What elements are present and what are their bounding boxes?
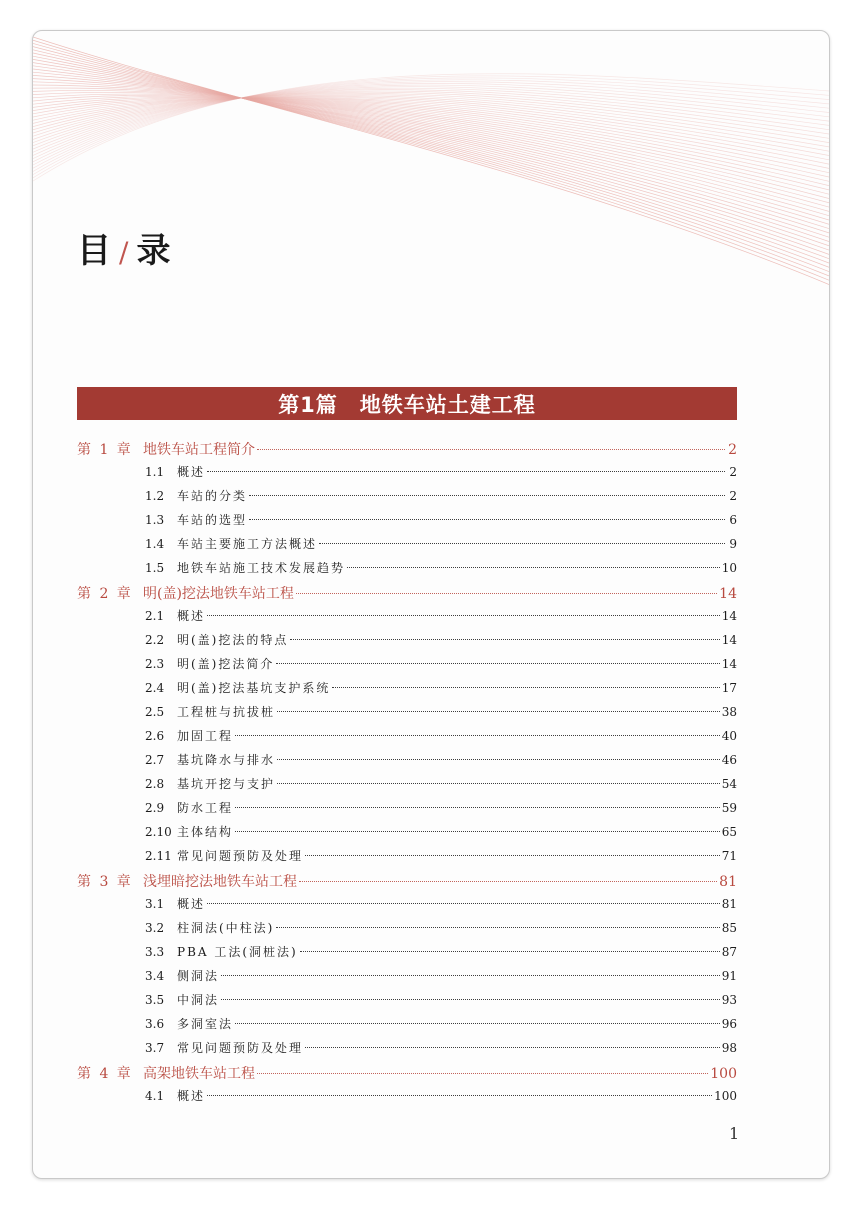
section-page: 2 xyxy=(729,465,737,479)
chapter-number: 第 4 章 xyxy=(77,1066,133,1082)
section-page: 59 xyxy=(721,801,737,815)
section-title: PBA 工法(洞桩法) xyxy=(177,945,298,959)
section-number: 3.3 xyxy=(145,945,165,959)
section-title: 车站的分类 xyxy=(177,489,248,503)
heading-slash: / xyxy=(119,236,131,269)
section-number: 2.3 xyxy=(145,657,165,671)
section-page: 14 xyxy=(721,609,737,623)
dot-leader xyxy=(249,519,725,520)
section-number: 2.2 xyxy=(145,633,165,647)
section-number: 2.6 xyxy=(145,729,165,743)
section-title: 车站主要施工方法概述 xyxy=(177,537,318,551)
section-title: 概述 xyxy=(177,609,206,623)
dot-leader xyxy=(235,807,720,808)
section-title: 概述 xyxy=(177,465,206,479)
section-number: 1.1 xyxy=(145,465,165,479)
section-number: 3.6 xyxy=(145,1017,165,1031)
section-page: 9 xyxy=(729,537,737,551)
toc-section-entry[interactable] xyxy=(77,487,737,511)
dot-leader xyxy=(207,903,720,904)
chapter-title: 地铁车站工程简介 xyxy=(143,442,255,458)
chapter-page: 100 xyxy=(710,1066,737,1082)
section-title: 常见问题预防及处理 xyxy=(177,1041,304,1055)
section-page: 38 xyxy=(721,705,737,719)
section-number: 4.1 xyxy=(145,1089,165,1103)
section-title: 防水工程 xyxy=(177,801,234,815)
section-title: 基坑开挖与支护 xyxy=(177,777,276,791)
toc-chapter-entry[interactable] xyxy=(77,583,737,607)
section-title: 明(盖)挖法简介 xyxy=(177,657,275,671)
dot-leader xyxy=(305,1047,720,1048)
toc-section-entry[interactable] xyxy=(77,823,737,847)
section-number: 2.7 xyxy=(145,753,165,767)
section-page: 93 xyxy=(721,993,737,1007)
dot-leader xyxy=(290,639,719,640)
toc-section-entry[interactable] xyxy=(77,1039,737,1063)
section-number: 2.9 xyxy=(145,801,165,815)
dot-leader xyxy=(207,1095,712,1096)
section-title: 柱洞法(中柱法) xyxy=(177,921,275,935)
section-title: 明(盖)挖法基坑支护系统 xyxy=(177,681,331,695)
chapter-title: 高架地铁车站工程 xyxy=(143,1066,255,1082)
book-page xyxy=(32,30,830,1179)
toc-section-entry[interactable] xyxy=(77,895,737,919)
section-page: 65 xyxy=(721,825,737,839)
toc-section-entry[interactable] xyxy=(77,631,737,655)
section-number: 2.1 xyxy=(145,609,165,623)
toc-section-entry[interactable] xyxy=(77,799,737,823)
toc-section-entry[interactable] xyxy=(77,967,737,991)
toc-section-entry[interactable] xyxy=(77,703,737,727)
section-page: 46 xyxy=(721,753,737,767)
dot-leader xyxy=(235,1023,720,1024)
section-number: 2.5 xyxy=(145,705,165,719)
section-number: 1.2 xyxy=(145,489,165,503)
section-number: 1.3 xyxy=(145,513,165,527)
section-page: 91 xyxy=(721,969,737,983)
wave-line xyxy=(33,78,829,175)
toc-section-entry[interactable] xyxy=(77,463,737,487)
toc-section-entry[interactable] xyxy=(77,751,737,775)
dot-leader xyxy=(347,567,720,568)
section-title: 主体结构 xyxy=(177,825,234,839)
section-title: 车站的选型 xyxy=(177,513,248,527)
dot-leader xyxy=(332,687,719,688)
dot-leader xyxy=(249,495,725,496)
toc-chapter-entry[interactable] xyxy=(77,871,737,895)
dot-leader xyxy=(221,975,720,976)
toc-section-entry[interactable] xyxy=(77,991,737,1015)
section-number: 1.5 xyxy=(145,561,165,575)
toc-section-entry[interactable] xyxy=(77,919,737,943)
section-page: 40 xyxy=(721,729,737,743)
section-title: 工程桩与抗拔桩 xyxy=(177,705,276,719)
section-number: 3.4 xyxy=(145,969,165,983)
toc-section-entry[interactable] xyxy=(77,847,737,871)
toc-section-entry[interactable] xyxy=(77,655,737,679)
section-number: 2.10 xyxy=(145,825,172,839)
dot-leader xyxy=(299,881,717,882)
page-number: 1 xyxy=(729,1124,740,1143)
section-title: 基坑降水与排水 xyxy=(177,753,276,767)
toc-section-entry[interactable] xyxy=(77,775,737,799)
toc-chapter-entry[interactable] xyxy=(77,439,737,463)
toc-section-entry[interactable] xyxy=(77,607,737,631)
section-page: 96 xyxy=(721,1017,737,1031)
wave-line xyxy=(33,97,829,160)
section-page: 17 xyxy=(721,681,737,695)
section-number: 3.7 xyxy=(145,1041,165,1055)
toc-heading xyxy=(77,223,172,272)
heading-right-char: 录 xyxy=(136,231,173,271)
chapter-page: 81 xyxy=(719,874,737,890)
section-title: 加固工程 xyxy=(177,729,234,743)
dot-leader xyxy=(300,951,720,952)
section-page: 6 xyxy=(729,513,737,527)
toc-section-entry[interactable] xyxy=(77,1015,737,1039)
part-banner: 第1篇 地铁车站土建工程 xyxy=(77,387,737,420)
section-number: 3.1 xyxy=(145,897,165,911)
dot-leader xyxy=(235,831,720,832)
dot-leader xyxy=(277,759,720,760)
wave-line xyxy=(33,98,829,169)
section-number: 3.2 xyxy=(145,921,165,935)
chapter-number: 第 2 章 xyxy=(77,586,133,602)
section-page: 14 xyxy=(721,657,737,671)
section-page: 54 xyxy=(721,777,737,791)
dot-leader xyxy=(221,999,720,1000)
section-page: 2 xyxy=(729,489,737,503)
dot-leader xyxy=(257,449,725,450)
dot-leader xyxy=(277,711,720,712)
section-title: 多洞室法 xyxy=(177,1017,234,1031)
dot-leader xyxy=(276,927,719,928)
dot-leader xyxy=(277,783,720,784)
section-page: 81 xyxy=(721,897,737,911)
section-page: 100 xyxy=(714,1089,737,1103)
toc-section-entry[interactable] xyxy=(77,943,737,967)
section-number: 3.5 xyxy=(145,993,165,1007)
chapter-page: 2 xyxy=(728,442,737,458)
toc-section-entry[interactable] xyxy=(77,1087,737,1111)
section-page: 10 xyxy=(721,561,737,575)
section-page: 71 xyxy=(721,849,737,863)
toc-section-entry[interactable] xyxy=(77,535,737,559)
dot-leader xyxy=(235,735,720,736)
toc-section-entry[interactable] xyxy=(77,511,737,535)
section-number: 2.8 xyxy=(145,777,165,791)
section-title: 侧洞法 xyxy=(177,969,220,983)
section-title: 明(盖)挖法的特点 xyxy=(177,633,289,647)
dot-leader xyxy=(276,663,719,664)
dot-leader xyxy=(257,1073,708,1074)
section-title: 中洞法 xyxy=(177,993,220,1007)
section-number: 2.4 xyxy=(145,681,165,695)
chapter-number: 第 1 章 xyxy=(77,442,133,458)
dot-leader xyxy=(319,543,725,544)
section-page: 14 xyxy=(721,633,737,647)
heading-left-char: 目 xyxy=(77,231,113,271)
dot-leader xyxy=(296,593,717,594)
section-page: 85 xyxy=(721,921,737,935)
table-of-contents xyxy=(77,439,737,1111)
section-number: 1.4 xyxy=(145,537,165,551)
dot-leader xyxy=(207,471,725,472)
section-title: 常见问题预防及处理 xyxy=(177,849,304,863)
dot-leader xyxy=(305,855,720,856)
section-title: 地铁车站施工技术发展趋势 xyxy=(177,561,346,575)
section-page: 98 xyxy=(721,1041,737,1055)
toc-section-entry[interactable] xyxy=(77,559,737,583)
chapter-number: 第 3 章 xyxy=(77,874,133,890)
toc-section-entry[interactable] xyxy=(77,679,737,703)
section-number: 2.11 xyxy=(145,849,172,863)
toc-section-entry[interactable] xyxy=(77,727,737,751)
chapter-page: 14 xyxy=(719,586,737,602)
chapter-title: 浅埋暗挖法地铁车站工程 xyxy=(143,874,297,890)
section-title: 概述 xyxy=(177,1089,206,1103)
chapter-title: 明(盖)挖法地铁车站工程 xyxy=(143,586,294,602)
toc-chapter-entry[interactable] xyxy=(77,1063,737,1087)
dot-leader xyxy=(207,615,720,616)
section-title: 概述 xyxy=(177,897,206,911)
section-page: 87 xyxy=(721,945,737,959)
